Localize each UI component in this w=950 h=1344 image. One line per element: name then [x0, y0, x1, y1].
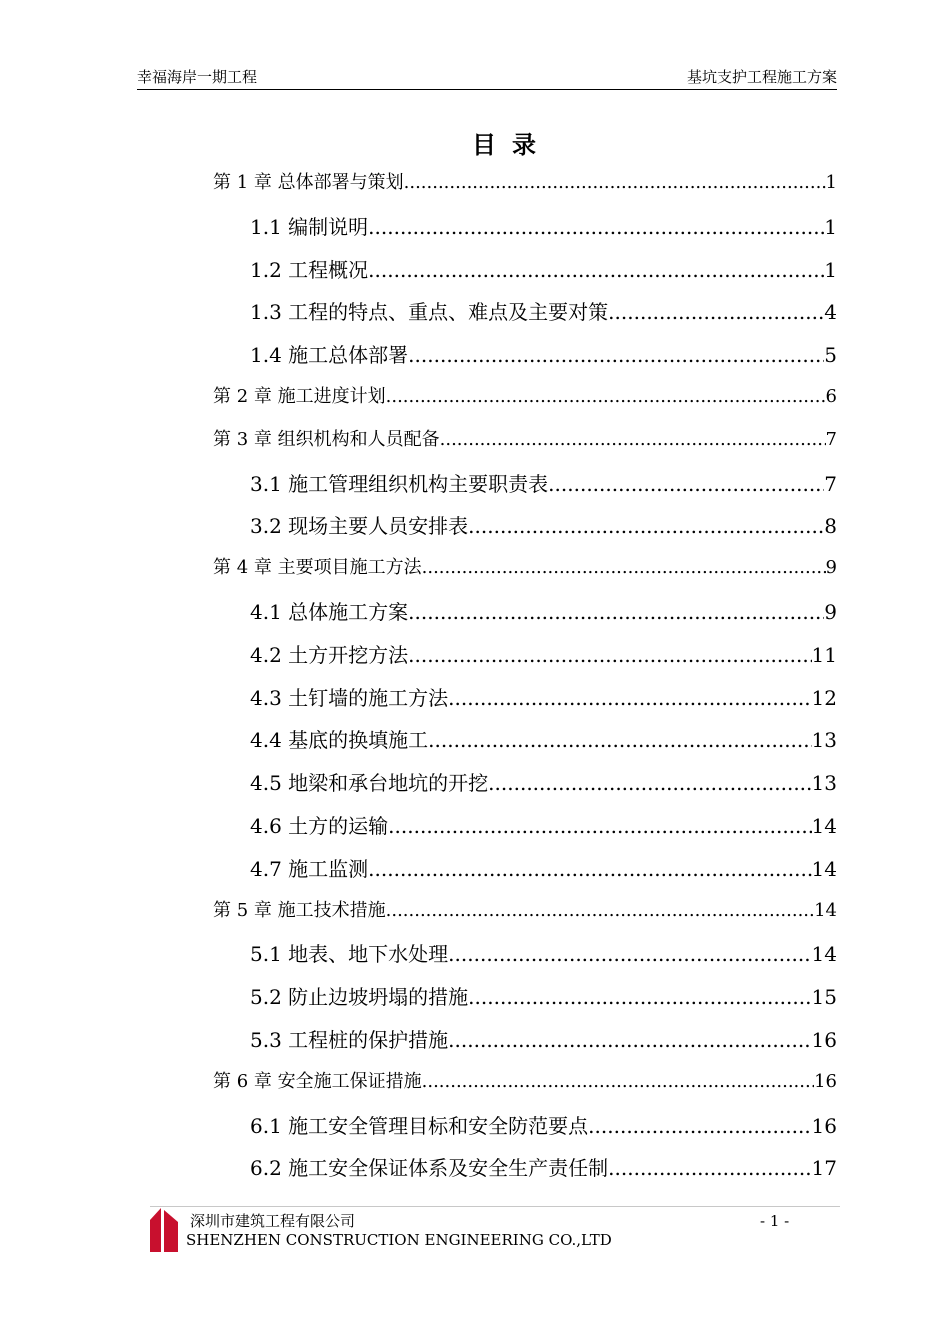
toc-entry-label: 4.5 地梁和承台地坑的开挖	[250, 771, 489, 796]
toc-leader-dots	[408, 643, 811, 667]
toc-entry[interactable]	[250, 596, 837, 625]
toc-entry-page: 14	[811, 856, 837, 881]
toc-entry-label: 5.1 地表、地下水处理	[250, 942, 449, 967]
toc-entry[interactable]	[213, 553, 837, 579]
toc-entry[interactable]	[250, 296, 837, 325]
toc-leader-dots	[408, 343, 824, 367]
toc-leader-dots	[388, 814, 811, 838]
toc-entry[interactable]	[250, 211, 837, 240]
footer-company-name-en: SHENZHEN CONSTRUCTION ENGINEERING CO.,LTD	[186, 1231, 612, 1249]
toc-entry-page: 16	[814, 1070, 837, 1092]
toc-entry-page: 1	[824, 214, 837, 239]
toc-entry-label: 6.1 施工安全管理目标和安全防范要点	[250, 1113, 589, 1138]
footer-divider	[150, 1206, 840, 1207]
toc-entry-label: 4.4 基底的换填施工	[250, 728, 429, 753]
toc-leader-dots	[548, 472, 824, 496]
toc-entry-page: 17	[811, 1156, 837, 1181]
toc-entry-page: 1	[825, 172, 837, 193]
toc-entry-page: 11	[811, 642, 837, 667]
toc-leader-dots	[408, 600, 824, 624]
toc-entry-label: 1.2 工程概况	[250, 257, 369, 282]
toc-entry[interactable]	[250, 853, 837, 882]
toc-leader-dots	[488, 771, 811, 795]
toc-entry-label: 第 6 章 安全施工保证措施	[213, 1070, 422, 1092]
toc-entry-page: 9	[824, 600, 837, 624]
toc-entry[interactable]	[250, 981, 837, 1010]
toc-leader-dots	[368, 857, 811, 881]
toc-leader-dots	[386, 386, 826, 407]
toc-entry[interactable]	[250, 810, 837, 839]
toc-entry-label: 1.3 工程的特点、重点、难点及主要对策	[250, 300, 609, 325]
toc-entry-label: 第 2 章 施工进度计划	[213, 386, 386, 407]
toc-leader-dots	[448, 1028, 811, 1052]
toc-entry-label: 3.2 现场主要人员安排表	[250, 514, 469, 539]
toc-entry[interactable]	[250, 1152, 837, 1181]
toc-leader-dots	[368, 258, 824, 282]
toc-entry[interactable]	[250, 510, 837, 539]
toc-entry-label: 1.1 编制说明	[250, 214, 369, 239]
toc-entry-page: 8	[824, 514, 837, 539]
toc-leader-dots	[368, 215, 824, 239]
toc-leader-dots	[468, 985, 811, 1009]
toc-entry-label: 5.3 工程桩的保护措施	[250, 1028, 449, 1052]
toc-entry-page: 4	[824, 300, 837, 325]
toc-entry-page: 14	[811, 814, 837, 838]
toc-title: 目录	[472, 130, 552, 159]
toc-entry-page: 5	[824, 343, 837, 368]
toc-leader-dots	[448, 942, 811, 966]
page-header	[137, 66, 837, 90]
toc-leader-dots	[440, 429, 826, 450]
toc-entry-label: 3.1 施工管理组织机构主要职责表	[250, 471, 549, 496]
toc-entry-page: 14	[811, 942, 837, 967]
toc-entry-label: 第 3 章 组织机构和人员配备	[213, 428, 440, 450]
toc-entry-label: 4.2 土方开挖方法	[250, 642, 409, 667]
toc-entry-page: 14	[814, 899, 837, 921]
toc-entry[interactable]	[250, 339, 837, 368]
toc-leader-dots	[404, 172, 826, 193]
company-logo-icon	[148, 1206, 180, 1252]
toc-entry[interactable]	[213, 168, 837, 194]
toc-entry-page: 1	[824, 257, 837, 282]
header-document-name: 基坑支护工程施工方案	[686, 68, 837, 86]
toc-entry[interactable]	[250, 468, 837, 497]
toc-entry[interactable]	[250, 639, 837, 668]
toc-entry[interactable]	[250, 724, 837, 753]
toc-entry-page: 9	[825, 557, 837, 579]
toc-leader-dots	[386, 900, 814, 921]
toc-entry-label: 6.2 施工安全保证体系及安全生产责任制	[250, 1156, 609, 1181]
toc-entry-label: 第 5 章 施工技术措施	[213, 899, 386, 921]
toc-leader-dots	[608, 300, 824, 324]
toc-entry-page: 13	[811, 771, 837, 796]
toc-entry[interactable]	[213, 382, 837, 408]
toc-entry[interactable]	[250, 1110, 837, 1139]
toc-leader-dots	[468, 514, 824, 538]
toc-entry-label: 第 1 章 总体部署与策划	[213, 172, 404, 193]
toc-entry[interactable]	[250, 254, 837, 283]
toc-leader-dots	[448, 686, 811, 710]
toc-entry-label: 4.3 土钉墙的施工方法	[250, 685, 449, 710]
toc-entry-page: 7	[824, 471, 837, 496]
footer-page-number: - 1 -	[760, 1212, 790, 1230]
toc-entry-page: 16	[811, 1113, 837, 1138]
toc-entry-label: 5.2 防止边坡坍塌的措施	[250, 985, 469, 1010]
toc-leader-dots	[422, 1071, 814, 1092]
toc-entry-page: 13	[811, 728, 837, 753]
toc-leader-dots	[422, 557, 826, 578]
toc-leader-dots	[608, 1156, 811, 1180]
toc-entry[interactable]	[250, 682, 837, 711]
toc-entry-page: 15	[811, 985, 837, 1010]
toc-entry[interactable]	[213, 425, 837, 451]
toc-entry-label: 第 4 章 主要项目施工方法	[213, 557, 422, 579]
header-project-name: 幸福海岸一期工程	[137, 68, 258, 86]
toc-entry-page: 16	[811, 1028, 837, 1052]
toc-entry[interactable]	[250, 938, 837, 967]
toc-entry-label: 4.7 施工监测	[250, 856, 369, 881]
toc-entry-page: 7	[825, 428, 837, 450]
toc-entry[interactable]	[250, 1024, 837, 1053]
toc-entry-label: 1.4 施工总体部署	[250, 343, 409, 368]
toc-entry-page: 12	[811, 685, 837, 710]
toc-entry[interactable]	[250, 767, 837, 796]
toc-entry-label: 4.6 土方的运输	[250, 814, 389, 838]
toc-entry-page: 6	[825, 386, 837, 407]
toc-entry-label: 4.1 总体施工方案	[250, 600, 409, 624]
toc-leader-dots	[588, 1114, 811, 1138]
toc-leader-dots	[428, 728, 811, 752]
toc-entry[interactable]	[213, 1067, 837, 1093]
toc-entry[interactable]	[213, 896, 837, 922]
footer-company-name-cn: 深圳市建筑工程有限公司	[190, 1212, 356, 1230]
